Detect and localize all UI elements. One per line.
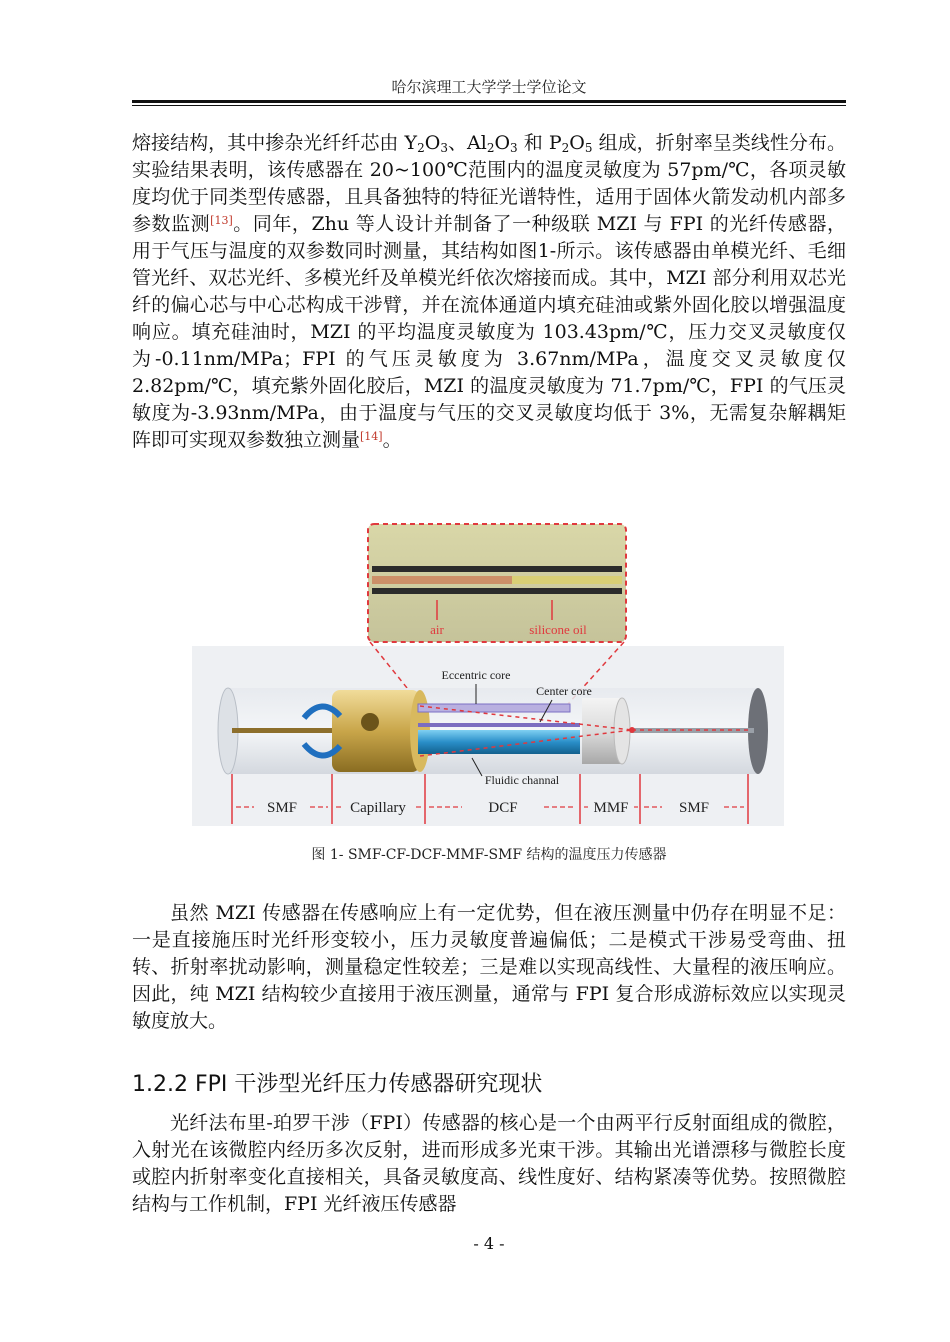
inset-air-label: air [430,622,444,637]
smf-fiber-left [232,728,332,733]
paragraph-1: 熔接结构，其中掺杂光纤纤芯由 $Y_2O_3$、$Al_2O_3$ 和 $P_2O_5$ 组成，折射率呈类线性分布。实验结果表明，该传感器在 20~100℃范围内的温度灵敏度为 57pm/℃，各项灵敏度均优于同类型传感器，且具备独特的特征光谱特性，适用于固体火箭发动机内部多参数监测[13]。同年，Zhu 等人设计并制备了一种级联 MZI 与 FPI 的光纤传感器，用于气压与温度的双参数同时测量，其结构如图1-所示。该传感器由单模光纤、毛细管光纤、双芯光纤、多模光纤及单模光纤依次熔接而成。其中，MZI 部分利用双芯光纤的偏心芯与中心芯构成干涉臂，并在流体通道内填充硅油或紫外固化胶以增强温度响应。填充硅油时，MZI 的平均温度灵敏度为 103.43pm/℃，压力交叉灵敏度仅为-0.11nm/MPa；FPI 的气压灵敏度为 3.67nm/MPa，温度交叉灵敏度仅 2.82pm/℃，填充紫外固化胶后，MZI 的温度灵敏度为 71.7pm/℃，FPI 的气压灵敏度为-3.93nm/MPa，由于温度与气压的交叉灵敏度均低于 3%，无需复杂解耦矩阵即可实现双参数独立测量[14]。 [132,132,846,451]
paragraph-2: 虽然 MZI 传感器在传感响应上有一定优势，但在液压测量中仍存在明显不足：一是直接施压时光纤形变较小，压力灵敏度普遍偏低；二是模式干涉易受弯曲、扭转、折射率扰动影响，测量稳定性较差；三是难以实现高线性、大量程的液压响应。因此，纯 MZI 结构较少直接用于液压测量，通常与 FPI 复合形成游标效应以实现灵敏度放大。 [132,902,846,1032]
inset-oil-region [512,576,622,584]
inset-oil-label: silicone oil [529,622,587,637]
header-rule-thick [132,100,846,103]
segment-mmf: MMF [593,800,629,816]
page-number: - 4 - [473,1234,505,1253]
segment-dcf: DCF [488,800,518,816]
inset-fiber-top [372,566,622,572]
section-heading: 1.2.2 FPI 干涉型光纤压力传感器研究现状 [132,1072,543,1097]
inset-air-region [372,576,512,584]
fluidic-channel [418,730,580,754]
label-eccentric-core: Eccentric core [441,668,511,682]
label-fluidic-channel: Fluidic channal [484,773,560,787]
sensor-structure-figure [192,518,784,830]
inset-fiber-bottom [372,588,622,594]
citation-13[interactable]: [13] [210,214,233,227]
page-header: 哈尔滨理工大学学士学位论文 [391,78,587,96]
label-center-core: Center core [536,684,592,698]
capillary-block [332,690,420,772]
paragraph-3: 光纤法布里-珀罗干涉（FPI）传感器的核心是一个由两平行反射面组成的微腔，入射光在该微腔内经历多次反射，进而形成多光束干涉。其输出光谱漂移与微腔长度或腔内折射率变化直接相关，具备灵敏度高、线性度好、结构紧凑等优势。按照微腔结构与工作机制，FPI 光纤液压传感器 [132,1112,846,1215]
citation-14[interactable]: [14] [360,430,383,443]
segment-smf-2: SMF [678,800,710,816]
segment-smf-1: SMF [266,800,298,816]
header-rule-thin [132,105,846,106]
segment-capillary: Capillary [350,800,406,816]
figure-caption: 图 1- SMF-CF-DCF-MMF-SMF 结构的温度压力传感器 [311,847,667,863]
center-core [418,723,580,727]
